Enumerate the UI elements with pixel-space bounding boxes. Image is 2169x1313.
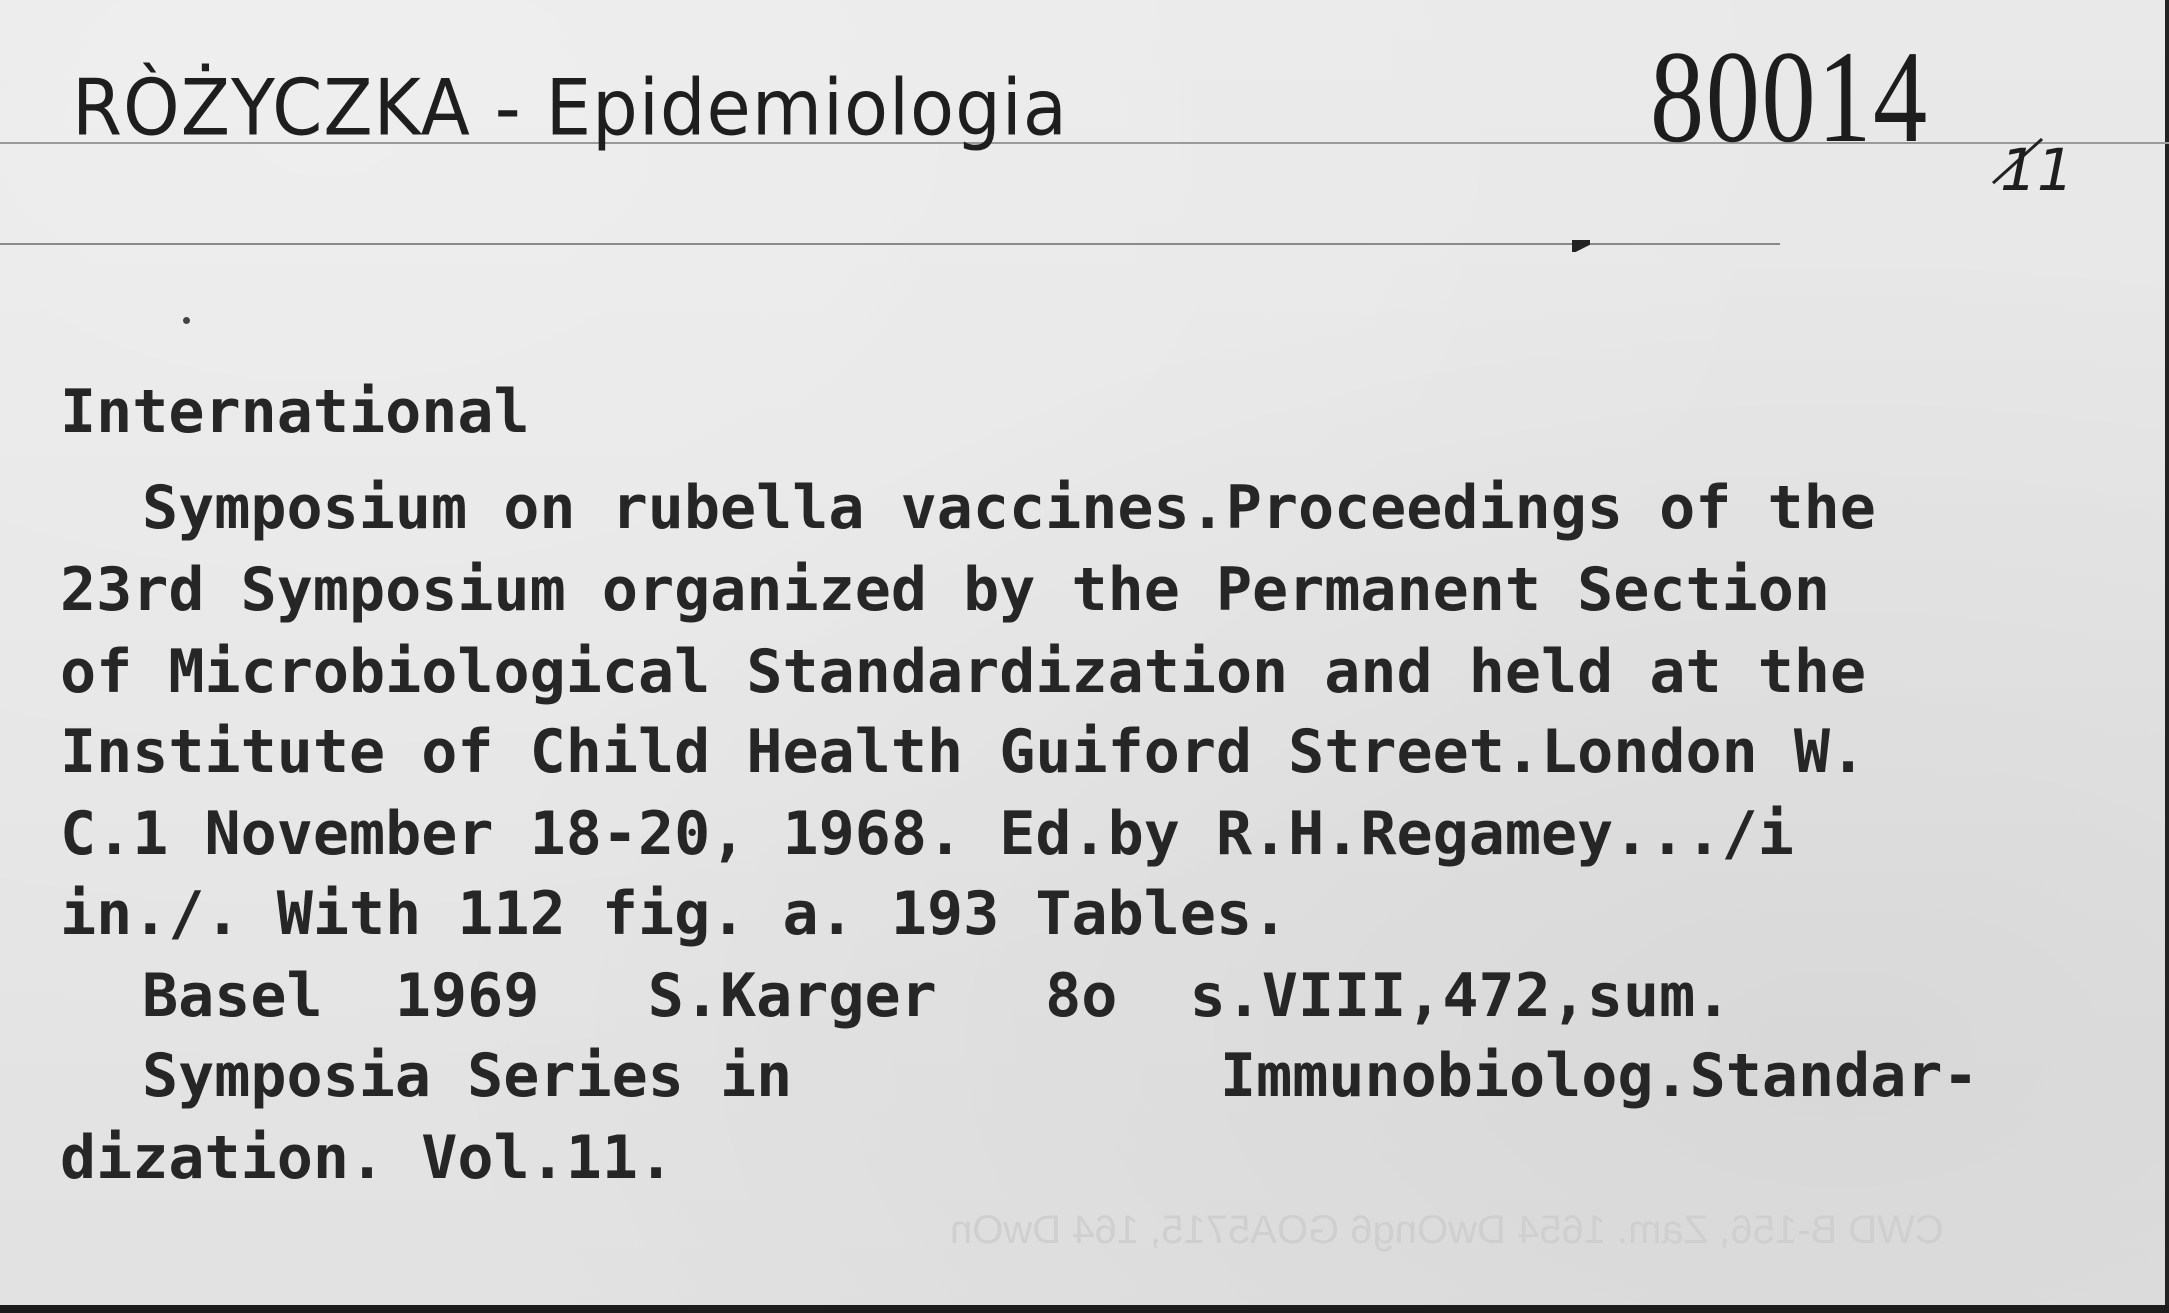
series-line: Immunobiolog.Standar- <box>1220 1041 1979 1111</box>
imprint-line: Basel 1969 S.Karger 8o s.VIII,472,sum. <box>142 961 1732 1031</box>
ink-dot <box>183 317 190 324</box>
entry-line: in./. With 112 fig. a. 193 Tables. <box>60 879 1289 949</box>
reverse-print-bleed: CWD B-156, Zam. 1654 DwOng6 GOA5715, 164 DwOn <box>950 1208 1944 1252</box>
entry-line: Institute of Child Health Guiford Street.London W. <box>60 717 1867 787</box>
series-line: dization. Vol.11. <box>60 1123 675 1193</box>
entry-line: of Microbiological Standardization and held at the <box>60 637 1867 707</box>
accession-number: 80014 <box>1650 23 1929 170</box>
accession-suffix: 11 <box>2000 136 2074 204</box>
ruled-line-bottom <box>0 243 1780 245</box>
ink-mark <box>1572 240 1590 252</box>
card-heading: RÒŻYCZKA - Epidemiologia <box>72 62 1068 153</box>
series-line: Symposia Series in <box>142 1041 793 1111</box>
entry-line: 23rd Symposium organized by the Permanent Section <box>60 555 1831 625</box>
entry-line: C.1 November 18-20, 1968. Ed.by R.H.Regamey.../i <box>60 799 1794 869</box>
entry-line: International <box>60 377 530 447</box>
entry-line: Symposium on rubella vaccines.Proceedings of the <box>142 473 1876 543</box>
